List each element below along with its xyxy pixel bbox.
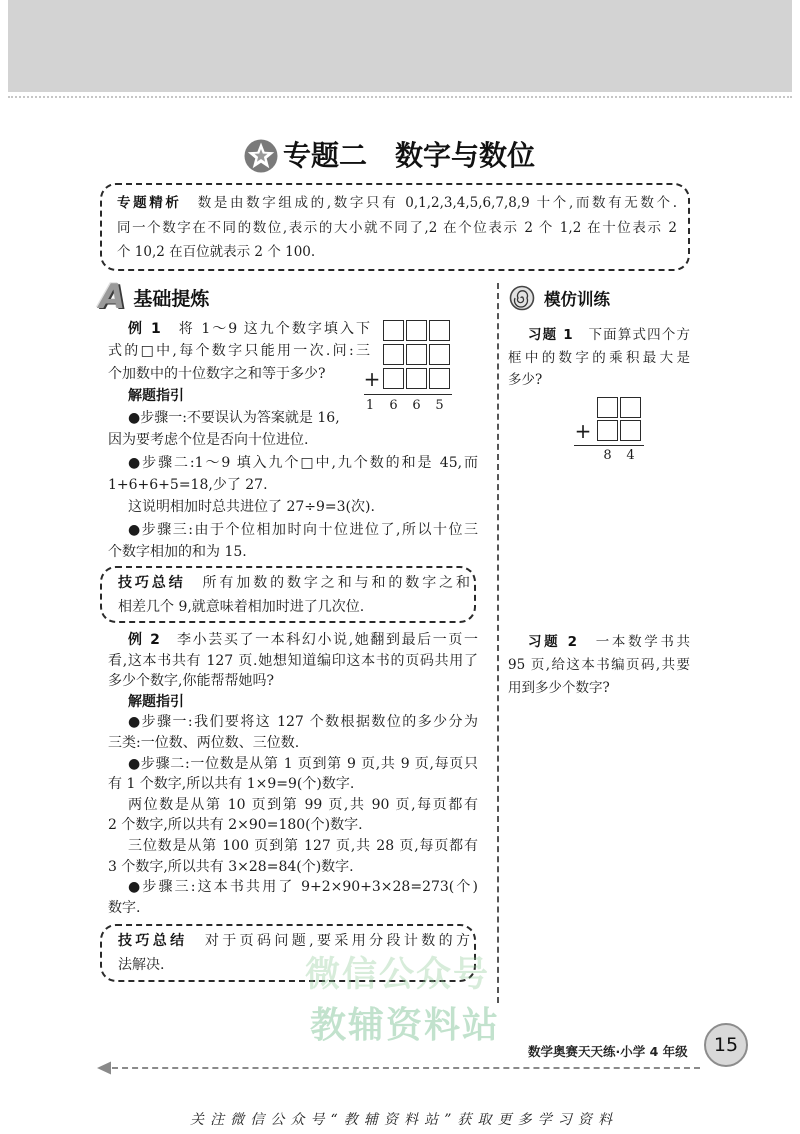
digit-box	[383, 344, 404, 365]
topic-analysis-text	[117, 191, 677, 265]
chapter-title-text: 专题二 数字与数位	[283, 139, 536, 172]
book-series-label: 数学奥赛天天练·小学 4 年级	[528, 1044, 688, 1059]
sum-digit: 5	[435, 398, 444, 413]
skill-summary-label: 技巧总结	[118, 933, 188, 949]
topic-analysis-line: 个 10,2 在百位就表示 2 个 100.	[117, 244, 316, 260]
skill-summary-line: 法解决.	[118, 956, 165, 973]
bottom-notice: 关注微信公众号“教辅资料站”获取更多学习资料	[190, 1112, 612, 1128]
digit-box	[406, 344, 427, 365]
example-2-step-line: 两位数是从第 10 页到第 99 页,共 90 页,每页都有	[128, 796, 478, 813]
watermark-text: 微信公众号	[305, 955, 491, 995]
example-1-step-line: ●步骤三:由于个位相加时向十位进位了,所以十位三	[128, 521, 478, 538]
exercise-1-addition-figure	[570, 395, 650, 467]
example-2-line: 多少个数字,你能帮帮她吗?	[108, 673, 274, 690]
exercise-1-line	[508, 324, 690, 347]
exercise-1-label: 习题 1	[528, 327, 573, 343]
watermark-text: 教辅资料站	[310, 1005, 501, 1046]
sum-digit: 6	[412, 398, 421, 413]
example-2	[108, 630, 478, 918]
example-1-line	[108, 318, 370, 340]
spiral-shell-icon	[509, 285, 535, 311]
exercise-1-line: 多少?	[508, 372, 543, 388]
example-1-step-line: 这说明相加时总共进位了 27÷9=3(次).	[128, 499, 375, 516]
digit-box	[620, 397, 641, 418]
example-1-addition-figure	[360, 318, 456, 418]
star-badge-icon	[243, 138, 279, 174]
header-banner	[8, 0, 792, 92]
page-number: 15	[713, 1034, 739, 1056]
exercise-2-line-text: 一本数学书共	[577, 634, 690, 650]
example-1-step-line: ●步骤一:不要误认为答案就是 16,	[128, 410, 340, 427]
plus-sign: +	[363, 367, 381, 391]
footer-dashed-rule	[112, 1067, 700, 1069]
skill-summary-line: 相差几个 9,就意味着相加时进了几次位.	[118, 599, 365, 615]
example-2-step-line: ●步骤一:我们要将这 127 个数根据数位的多少分为	[128, 714, 478, 731]
example-2-step-line: ●步骤二:一位数是从第 1 页到第 9 页,共 9 页,每页只	[128, 755, 478, 772]
example-1-step-line: ●步骤二:1～9 填入九个□中,九个数的和是 45,而	[128, 454, 478, 471]
plus-sign: +	[574, 419, 592, 443]
digit-box	[597, 397, 618, 418]
skill-summary-line-text: 对于页码问题,要采用分段计数的方	[187, 933, 471, 949]
skill-summary-label: 技巧总结	[118, 575, 186, 591]
sum-rule	[364, 394, 452, 395]
example-2-step-line: ●步骤三:这本书共用了 9+2×90+3×28=273(个)	[128, 879, 478, 896]
example-2-step-line: 有 1 个数字,所以共有 1×9=9(个)数字.	[108, 776, 355, 793]
example-1-label: 例 1	[128, 321, 161, 337]
digit-box	[406, 368, 427, 389]
exercise-1-line: 框中的数字的乘积最大是	[508, 349, 690, 366]
exercise-1	[508, 324, 690, 392]
example-2-step-line: 三类:一位数、两位数、三位数.	[108, 734, 300, 751]
exercise-2-line: 95 页,给这本书编页码,共要	[508, 657, 690, 673]
topic-analysis-line-text: 数是由数字组成的,数字只有 0,1,2,3,4,5,6,7,8,9 十个,而数有无数个.	[181, 195, 678, 211]
skill-summary-box-1	[100, 566, 476, 623]
sum-digit: 6	[389, 398, 398, 413]
digit-box	[383, 320, 404, 341]
header-divider	[8, 96, 792, 98]
example-1-step-line: 个数字相加的和为 15.	[108, 543, 247, 560]
chapter-title	[243, 135, 535, 177]
digit-box	[406, 320, 427, 341]
example-2-line-text: 李小芸买了一本科幻小说,她翻到最后一页一	[159, 632, 478, 648]
sum-digit: 4	[626, 448, 635, 463]
skill-summary-line	[118, 571, 470, 595]
skill-summary-line-text: 所有加数的数字之和与和的数字之和	[185, 575, 471, 591]
section-a-icon: A	[99, 277, 126, 317]
digit-box	[429, 344, 450, 365]
example-2-step-line: 三位数是从第 100 页到第 127 页,共 28 页,每页都有	[128, 837, 478, 854]
exercise-2-line	[508, 631, 690, 654]
sum-digit: 8	[603, 448, 612, 463]
example-1-step-line: 因为要考虑个位是否向十位进位.	[108, 432, 309, 449]
example-1-line: 式的□中,每个数字只能用一次.问:三	[108, 343, 370, 360]
example-1-line-text: 将 1～9 这九个数字填入下	[160, 321, 370, 337]
digit-box	[429, 320, 450, 341]
topic-analysis-line	[117, 191, 677, 216]
exercise-2-label: 习题 2	[528, 634, 578, 650]
example-2-step-line: 3 个数字,所以共有 3×28=84(个)数字.	[108, 858, 354, 875]
example-2-step-line: 数字.	[108, 899, 141, 916]
example-2-line: 看,这本书共有 127 页.她想知道编印这本书的页码共用了	[108, 652, 478, 669]
example-1-line: 个加数中的十位数字之和等于多少?	[108, 365, 326, 382]
basics-heading-text: 基础提炼	[133, 287, 210, 310]
sum-rule	[574, 445, 644, 446]
example-2-line	[108, 630, 478, 651]
digit-box	[383, 368, 404, 389]
example-2-guide-label: 解题指引	[128, 693, 184, 710]
skill-summary-line	[118, 930, 470, 954]
column-divider	[497, 283, 499, 1003]
exercise-2	[508, 631, 690, 700]
example-2-guide-line	[108, 692, 478, 713]
digit-box	[597, 420, 618, 441]
example-2-step-line: 2 个数字,所以共有 2×90=180(个)数字.	[108, 817, 363, 834]
digit-box	[429, 368, 450, 389]
sum-digit: 1	[365, 398, 375, 413]
page-number-badge	[704, 1023, 748, 1067]
example-1-guide-label: 解题指引	[128, 387, 184, 404]
topic-analysis-label: 专题精析	[117, 195, 182, 211]
skill-summary-text	[118, 571, 470, 619]
basics-heading	[99, 277, 210, 317]
exercise-2-line: 用到多少个数字?	[508, 680, 610, 696]
digit-box	[620, 420, 641, 441]
practice-heading-text: 模仿训练	[544, 290, 610, 309]
topic-analysis-line: 同一个数字在不同的数位,表示的大小就不同了,2 在个位表示 2 个 1,2 在十位表示 2	[117, 219, 677, 236]
topic-analysis-box	[100, 183, 690, 271]
exercise-1-line-text: 下面算式四个方	[572, 327, 691, 343]
arrow-left-icon	[96, 1060, 112, 1076]
example-2-label: 例 2	[128, 632, 160, 648]
practice-heading	[509, 284, 610, 312]
example-1-step-line: 1+6+6+5=18,少了 27.	[108, 477, 268, 494]
